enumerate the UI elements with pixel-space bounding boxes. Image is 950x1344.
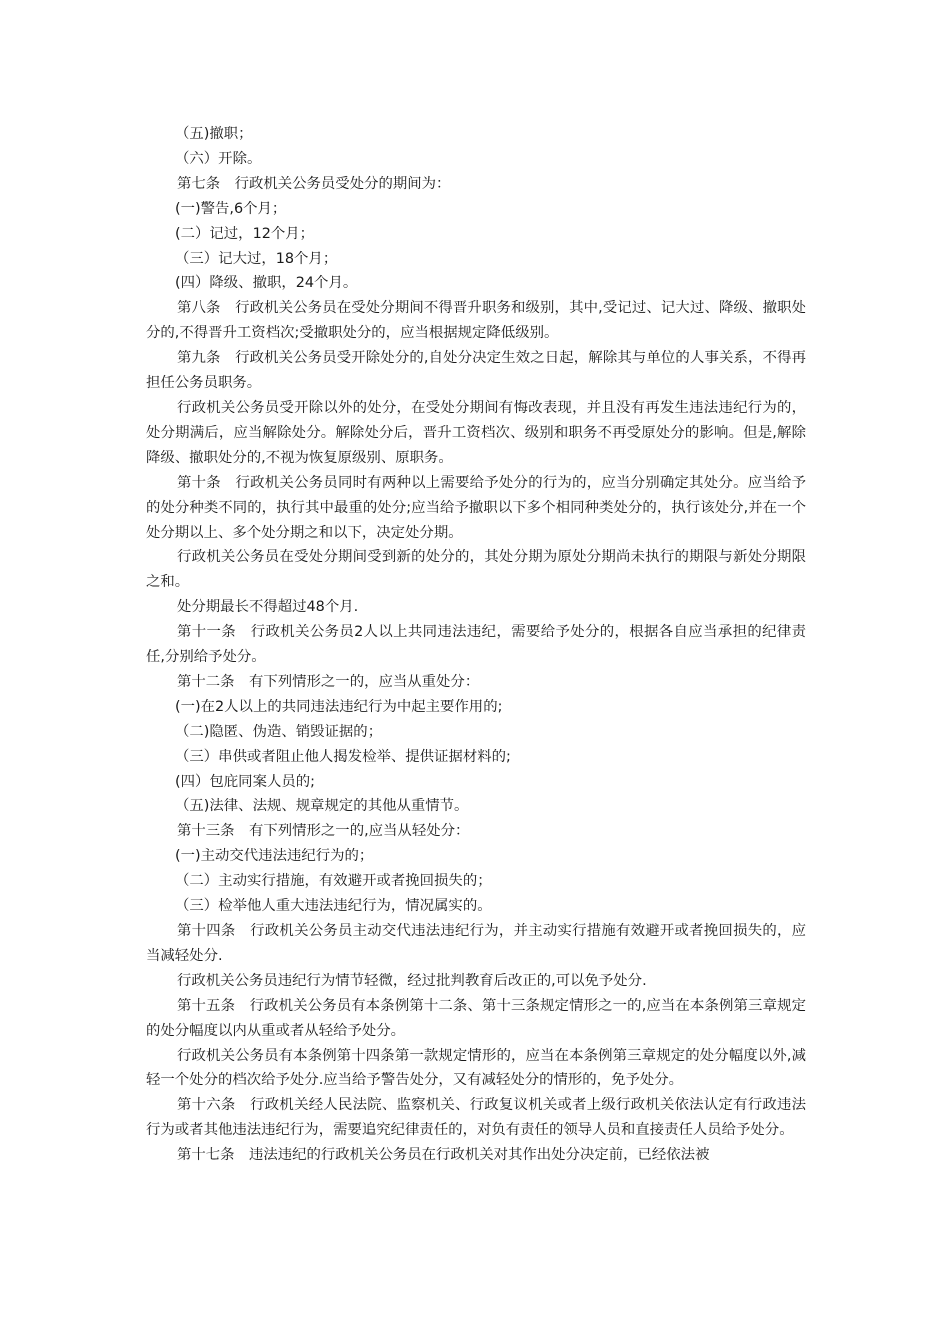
list-item: (四）包庇同案人员的; bbox=[175, 773, 315, 790]
document-body bbox=[146, 122, 806, 1168]
list-item: (一)主动交代违法违纪行为的； bbox=[175, 848, 374, 865]
body-paragraph: 处分期最长不得超过48个月. bbox=[177, 599, 359, 616]
list-item: （三）记大过，18个月； bbox=[175, 250, 338, 267]
list-item: (二）记过，12个月； bbox=[175, 225, 315, 242]
article-paragraph: 第九条 行政机关公务员受开除处分的,自处分决定生效之日起，解除其与单位的人事关系，不得再担任公务员职务。 bbox=[146, 350, 806, 392]
list-item: (一)在2人以上的共同违法违纪行为中起主要作用的; bbox=[175, 698, 503, 715]
article-paragraph: 第七条 行政机关公务员受处分的期间为： bbox=[177, 175, 451, 192]
body-paragraph: 行政机关公务员在受处分期间受到新的处分的，其处分期为原处分期尚未执行的期限与新处分期限之和。 bbox=[146, 549, 806, 591]
list-item: （六）开除。 bbox=[175, 150, 262, 167]
article-paragraph: 第十五条 行政机关公务员有本条例第十二条、第十三条规定情形之一的,应当在本条例第三章规定的处分幅度以内从重或者从轻给予处分。 bbox=[146, 997, 806, 1039]
article-paragraph: 第十七条 违法违纪的行政机关公务员在行政机关对其作出处分决定前，已经依法被 bbox=[177, 1147, 710, 1164]
list-item: （二)隐匿、伪造、销毁证据的； bbox=[175, 723, 383, 740]
list-item: （五)法律、法规、规章规定的其他从重情节。 bbox=[175, 798, 469, 815]
body-paragraph: 行政机关公务员违纪行为情节轻微，经过批判教育后改正的,可以免予处分. bbox=[177, 972, 647, 989]
article-paragraph: 第十二条 有下列情形之一的，应当从重处分： bbox=[177, 673, 480, 690]
list-item: （二）主动实行措施，有效避开或者挽回损失的； bbox=[175, 873, 492, 890]
list-item: （五)撤职； bbox=[175, 126, 253, 142]
list-item: (四）降级、撤职，24个月。 bbox=[175, 275, 358, 292]
article-paragraph: 第十六条 行政机关经人民法院、监察机关、行政复议机关或者上级行政机关依法认定有行政违法行为或者其他违法违纪行为，需要追究纪律责任的，对负有责任的领导人员和直接责任人员给予处分。 bbox=[146, 1097, 806, 1139]
list-item: (一)警告,6个月； bbox=[175, 200, 287, 217]
article-paragraph: 第十一条 行政机关公务员2人以上共同违法违纪，需要给予处分的，根据各自应当承担的纪律责任,分别给予处分。 bbox=[146, 624, 806, 666]
list-item: （三）串供或者阻止他人揭发检举、提供证据材料的; bbox=[175, 748, 511, 765]
article-paragraph: 第十三条 有下列情形之一的,应当从轻处分： bbox=[177, 823, 470, 840]
body-paragraph: 行政机关公务员有本条例第十四条第一款规定情形的，应当在本条例第三章规定的处分幅度以外,减轻一个处分的档次给予处分.应当给予警告处分，又有减轻处分的情形的，免予处分。 bbox=[146, 1047, 806, 1089]
article-paragraph: 第八条 行政机关公务员在受处分期间不得晋升职务和级别，其中,受记过、记大过、降级、撤职处分的,不得晋升工资档次;受撤职处分的，应当根据规定降低级别。 bbox=[146, 300, 806, 342]
body-paragraph: 行政机关公务员受开除以外的处分，在受处分期间有悔改表现，并且没有再发生违法违纪行为的，处分期满后，应当解除处分。解除处分后，晋升工资档次、级别和职务不再受原处分的影响。但是,解除降级、撤职处分的,不视为恢复原级别、原职务。 bbox=[146, 399, 806, 466]
article-paragraph: 第十四条 行政机关公务员主动交代违法违纪行为，并主动实行措施有效避开或者挽回损失的，应当减轻处分. bbox=[146, 923, 806, 964]
list-item: （三）检举他人重大违法违纪行为，情况属实的。 bbox=[175, 898, 492, 915]
article-paragraph: 第十条 行政机关公务员同时有两种以上需要给予处分的行为的，应当分别确定其处分。应当给予的处分种类不同的，执行其中最重的处分;应当给予撤职以下多个相同种类处分的，执行该处分,并在一个处分期以上、多个处分期之和以下，决定处分期。 bbox=[146, 474, 806, 541]
